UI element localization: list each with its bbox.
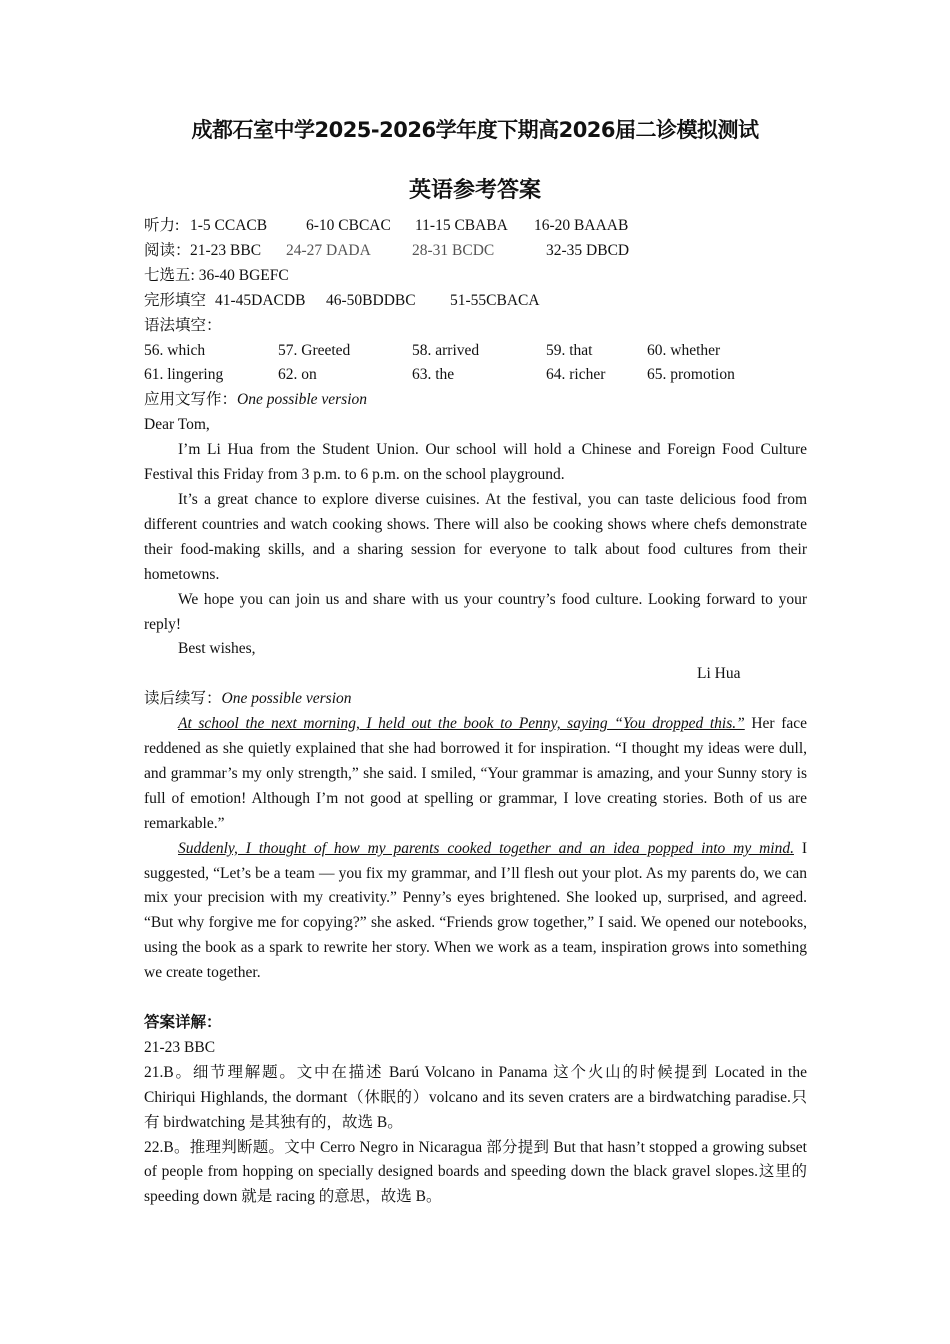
explanation-group: 21-23 BBC bbox=[144, 1038, 216, 1056]
letter-signature: Li Hua bbox=[697, 665, 741, 683]
story-text: I suggested, “Let’s be a team — you fix my grammar, and I’ll flesh out your plot. As my parents do, we can mix your precision with my creativity.” Penny’s eyes brightened. She looked up, surprised, and agreed. “But why forgive me for copying?” she asked. “Friends grow together,” I said. We opened our notebooks, using the book as a spark to rewrite her story. When we work as a team, inspiration grows into something we create together. bbox=[144, 839, 807, 982]
answer-group: 1-5 CCACB bbox=[190, 217, 268, 234]
listening-label: 听力: bbox=[144, 217, 180, 234]
grammar-answer: 63. the bbox=[412, 366, 455, 384]
application-writing-label: 应用文写作： bbox=[144, 391, 238, 409]
document-title: 成都石室中学2025-2026学年度下期高2026届二诊模拟测试 bbox=[191, 118, 759, 142]
explanations-heading: 答案详解： bbox=[144, 1013, 222, 1031]
letter-closing: Best wishes, bbox=[178, 640, 256, 658]
given-opening-sentence: Suddenly, I thought of how my parents cooked together and an idea popped into my mind. bbox=[178, 839, 794, 857]
application-writing-heading bbox=[144, 388, 807, 413]
letter-paragraph: We hope you can join us and share with us your country’s food culture. Looking forward to your reply! bbox=[144, 590, 807, 633]
given-opening-sentence: At school the next morning, I held out the book to Penny, saying “You dropped this.” bbox=[178, 715, 745, 733]
grammar-answer: 64. richer bbox=[546, 366, 606, 384]
grammar-answer: 58. arrived bbox=[412, 341, 480, 359]
answer-group: 36-40 BGEFC bbox=[198, 266, 289, 284]
letter-paragraph: I’m Li Hua from the Student Union. Our school will hold a Chinese and Foreign Food Culture Festival this Friday from 3 p.m. to 6 p.m. on the school playground. bbox=[144, 441, 807, 484]
answer-group: 28-31 BCDC bbox=[412, 241, 495, 259]
answer-group: 24-27 DADA bbox=[286, 241, 371, 259]
answer-group: 11-15 CBABA bbox=[415, 217, 508, 234]
cloze-answers bbox=[144, 289, 807, 314]
grammar-row bbox=[144, 363, 807, 388]
grammar-row bbox=[144, 339, 807, 364]
answer-group: 16-20 BAAAB bbox=[534, 217, 629, 234]
explanation-item: 21.B。细节理解题。文中在描述 Barú Volcano in Panama 这个火山的时候提到 Located in the Chiriqui Highlands, the dormant（休眠的）volcano and its seven craters are a birdwatching paradise.只有 birdwatching 是其独有的，故选 B。 bbox=[144, 1063, 807, 1131]
letter-paragraph: It’s a great chance to explore diverse cuisines. At the festival, you can taste delicious food from different countries and watch cooking shows. There will also be cooking shows where chefs demonstrate their food-making skills, and a sharing session for everyone to talk about food cultures from their hometowns. bbox=[144, 490, 807, 583]
answer-group: 32-35 DBCD bbox=[546, 241, 630, 259]
answer-group: 41-45DACDB bbox=[215, 291, 306, 309]
grammar-answer: 57. Greeted bbox=[278, 341, 351, 359]
cloze-label: 完形填空 bbox=[144, 291, 207, 309]
seven-five-label: 七选五: bbox=[144, 266, 199, 284]
story-paragraph bbox=[144, 712, 807, 837]
grammar-answer: 60. whether bbox=[647, 341, 721, 359]
version-note: One possible version bbox=[237, 391, 368, 409]
grammar-answer: 61. lingering bbox=[144, 366, 224, 384]
reading-label: 阅读： bbox=[144, 241, 191, 259]
answer-group: 46-50BDDBC bbox=[326, 291, 416, 309]
reading-answers bbox=[144, 239, 807, 264]
grammar-answer: 62. on bbox=[278, 366, 317, 384]
answer-group: 51-55CBACA bbox=[450, 291, 540, 309]
story-text: Her face reddened as she quietly explained that she had borrowed it for inspiration. “I thought my ideas were dull, and grammar’s my only strength,” she said. I smiled, “Your grammar is amazing, and your Sunny story is full of emotion! Although I’m not good at spelling or grammar, I love creating stories. Both of us are remarkable.” bbox=[144, 715, 807, 832]
story-paragraph bbox=[144, 837, 807, 986]
answer-group: 6-10 CBCAC bbox=[306, 217, 391, 234]
seven-five-answers bbox=[144, 264, 807, 289]
continuation-writing-label: 读后续写： bbox=[144, 690, 222, 708]
document-subtitle: 英语参考答案 bbox=[408, 178, 541, 203]
listening-answers bbox=[144, 214, 807, 239]
letter-greeting: Dear Tom, bbox=[144, 416, 210, 434]
grammar-answer: 59. that bbox=[546, 341, 593, 359]
grammar-answer: 65. promotion bbox=[647, 366, 735, 384]
answer-content bbox=[144, 214, 807, 1210]
answer-group: 21-23 BBC bbox=[190, 241, 262, 259]
continuation-writing-heading bbox=[144, 687, 807, 712]
grammar-answer: 56. which bbox=[144, 341, 206, 359]
grammar-label: 语法填空： bbox=[144, 316, 222, 334]
explanation-item: 22.B。推理判断题。文中 Cerro Negro in Nicaragua 部分提到 But that hasn’t stopped a growing subset of people from hopping on specially designed boards and speeding down the black gravel slopes.这里的 speeding down 就是 racing 的意思，故选 B。 bbox=[144, 1138, 807, 1206]
version-note: One possible version bbox=[221, 690, 352, 708]
